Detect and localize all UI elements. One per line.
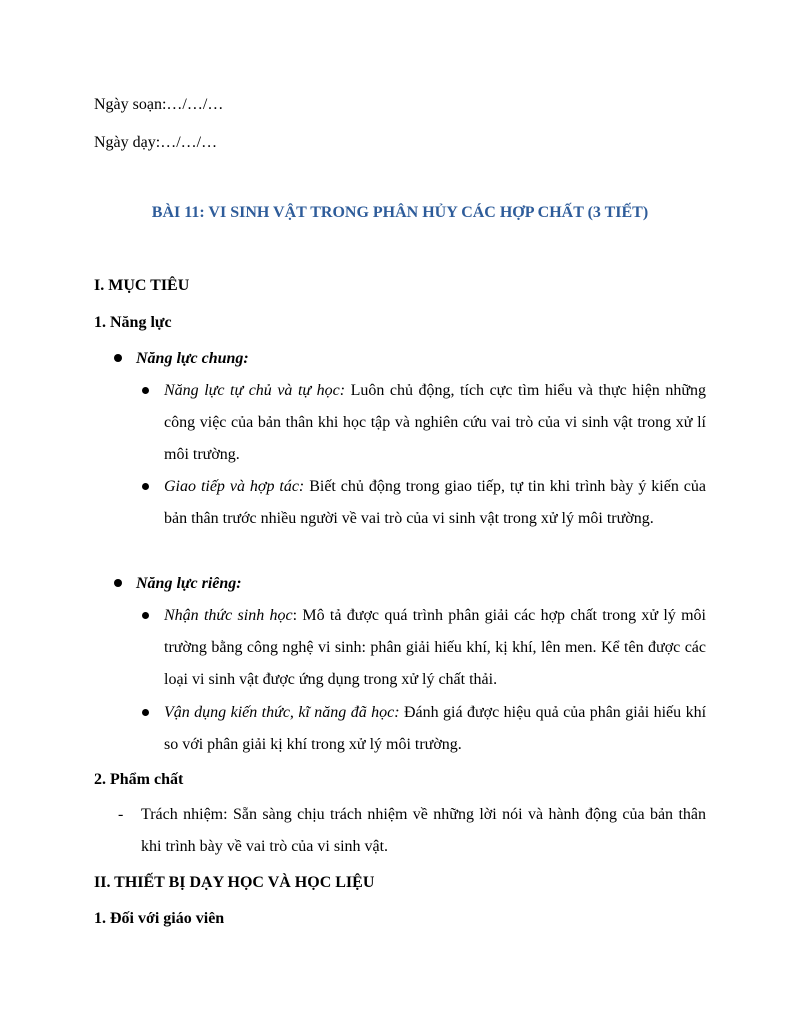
specific-competency-label: Năng lực riêng:: [136, 575, 242, 592]
bullet-icon: [142, 483, 149, 490]
item-text: Đánh giá được hiệu quả của phân giải hiếu khí so với phân giải kị khí trong xử lý môi trường.: [164, 704, 707, 753]
bullet-icon: [142, 612, 149, 619]
bullet-icon: [114, 354, 122, 362]
specific-competency-bullet: [114, 574, 242, 594]
item-term: Giao tiếp và hợp tác:: [164, 478, 305, 495]
bullet-icon: [142, 709, 149, 716]
item-term: Năng lực tự chủ và tự học:: [164, 382, 346, 399]
section-objectives-heading: I. MỤC TIÊU: [94, 277, 190, 294]
bullet-icon: [114, 579, 122, 587]
lesson-title: BÀI 11: VI SINH VẬT TRONG PHÂN HỦY CÁC HỢP CHẤT (3 TIẾT): [151, 204, 649, 221]
teacher-heading: 1. Đối với giáo viên: [94, 910, 225, 927]
list-item: [164, 375, 706, 471]
prep-date: Ngày soạn:…/…/…: [94, 96, 224, 113]
teach-date: Ngày dạy:…/…/…: [94, 134, 218, 151]
qualities-heading: 2. Phẩm chất: [94, 771, 184, 788]
item-text: Trách nhiệm: Sẵn sàng chịu trách nhiệm về những lời nói và hành động của bản thân khi trình bày về vai trò của vi sinh vật.: [141, 806, 706, 855]
general-competency-bullet: [114, 349, 249, 369]
item-text: : Mô tả được quá trình phân giải các hợp chất trong xử lý môi trường bằng công nghệ vi sinh: phân giải hiếu khí, kị khí, lên men. Kể tên được các loại vi sinh vật được ứng dụng trong xử lý chất thải.: [164, 607, 707, 688]
item-term: Vận dụng kiến thức, kĩ năng đã học:: [164, 704, 400, 721]
competency-heading: 1. Năng lực: [94, 314, 172, 331]
bullet-icon: [142, 387, 149, 394]
list-item: [164, 600, 706, 696]
item-text: Luôn chủ động, tích cực tìm hiểu và thực hiện những công việc của bản thân khi học tập và nghiên cứu vai trò của vi sinh vật trong xử lí môi trường.: [164, 382, 707, 463]
item-term: Nhận thức sinh học: [164, 607, 293, 624]
section-equipment-heading: II. THIẾT BỊ DẠY HỌC VÀ HỌC LIỆU: [94, 874, 375, 891]
dash-marker: -: [118, 806, 124, 823]
item-text: Biết chủ động trong giao tiếp, tự tin khi trình bày ý kiến của bản thân trước nhiều người về vai trò của vi sinh vật trong xử lý môi trường.: [164, 478, 706, 527]
general-competency-label: Năng lực chung:: [136, 350, 249, 367]
list-item: [118, 799, 706, 863]
list-item: [164, 471, 706, 535]
list-item: [164, 697, 706, 761]
